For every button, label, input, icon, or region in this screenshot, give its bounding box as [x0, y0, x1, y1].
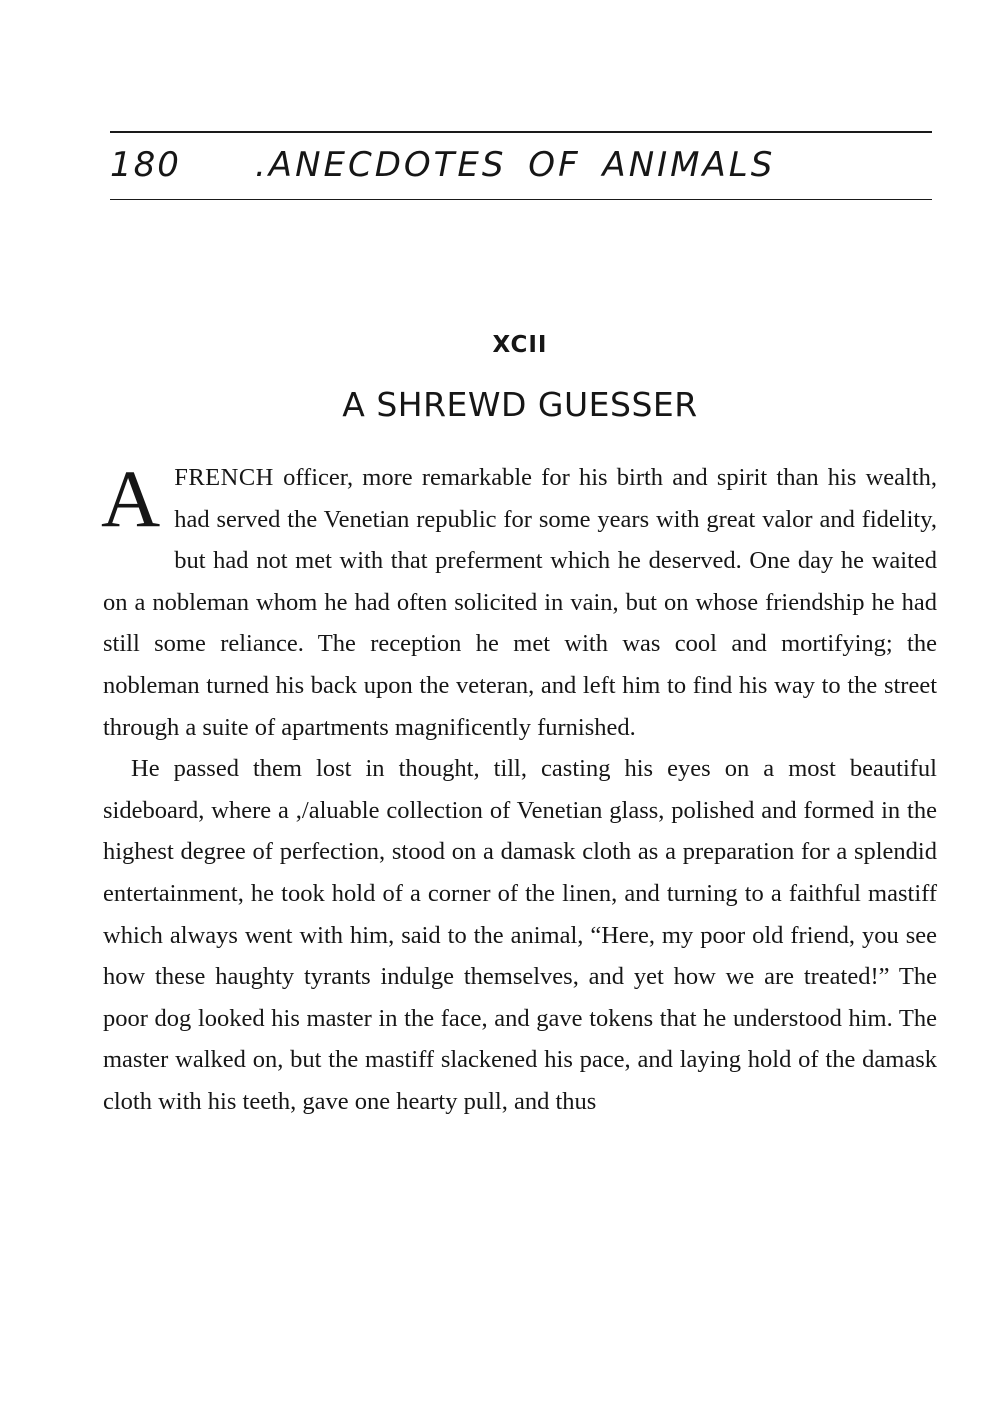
header-top-rule — [110, 131, 932, 133]
chapter-number: XCII — [492, 332, 548, 358]
paragraph-first — [101, 453, 937, 748]
drop-cap: A — [101, 453, 161, 544]
page-number: 180 — [110, 145, 181, 185]
running-head — [110, 140, 932, 190]
paragraph-first-text: officer, more remarkable for his birth and spirit than his wealth, had served the Venetian republic for some years with great valor and fidelity, but had not met with that preferment which he deserved. One day he waited on a nobleman whom he had often solicited in vain, but on whose friendship he had still some reliance. The reception he met with was cool and mortifying; the nobleman turned his back upon the veteran, and left him to find his way to the street through a suite of apartments magnificently furnished. — [103, 464, 937, 741]
body-text — [101, 453, 937, 1123]
paragraph-second: He passed them lost in thought, till, casting his eyes on a most beautiful sideboard, where a ,/aluable collection of Venetian glass, polished and formed in the highest degree of perfection, stood on a damask cloth as a preparation for a splendid entertainment, he took hold of a corner of the linen, and turning to a faithful mastiff which always went with him, said to the animal, “Here, my poor old friend, you see how these haughty tyrants indulge themselves, and yet how we are treated!” The poor dog looked his master in the face, and gave tokens that he understood him. The master walked on, but the mastiff slackened his pace, and laying hold of the damask cloth with his teeth, gave one hearty pull, and thus — [103, 755, 937, 1115]
lead-word: FRENCH — [174, 464, 274, 491]
header-bottom-rule — [110, 199, 932, 200]
running-title: .ANECDOTES OF ANIMALS — [255, 145, 776, 185]
chapter-title: A SHREWD GUESSER — [342, 385, 698, 424]
